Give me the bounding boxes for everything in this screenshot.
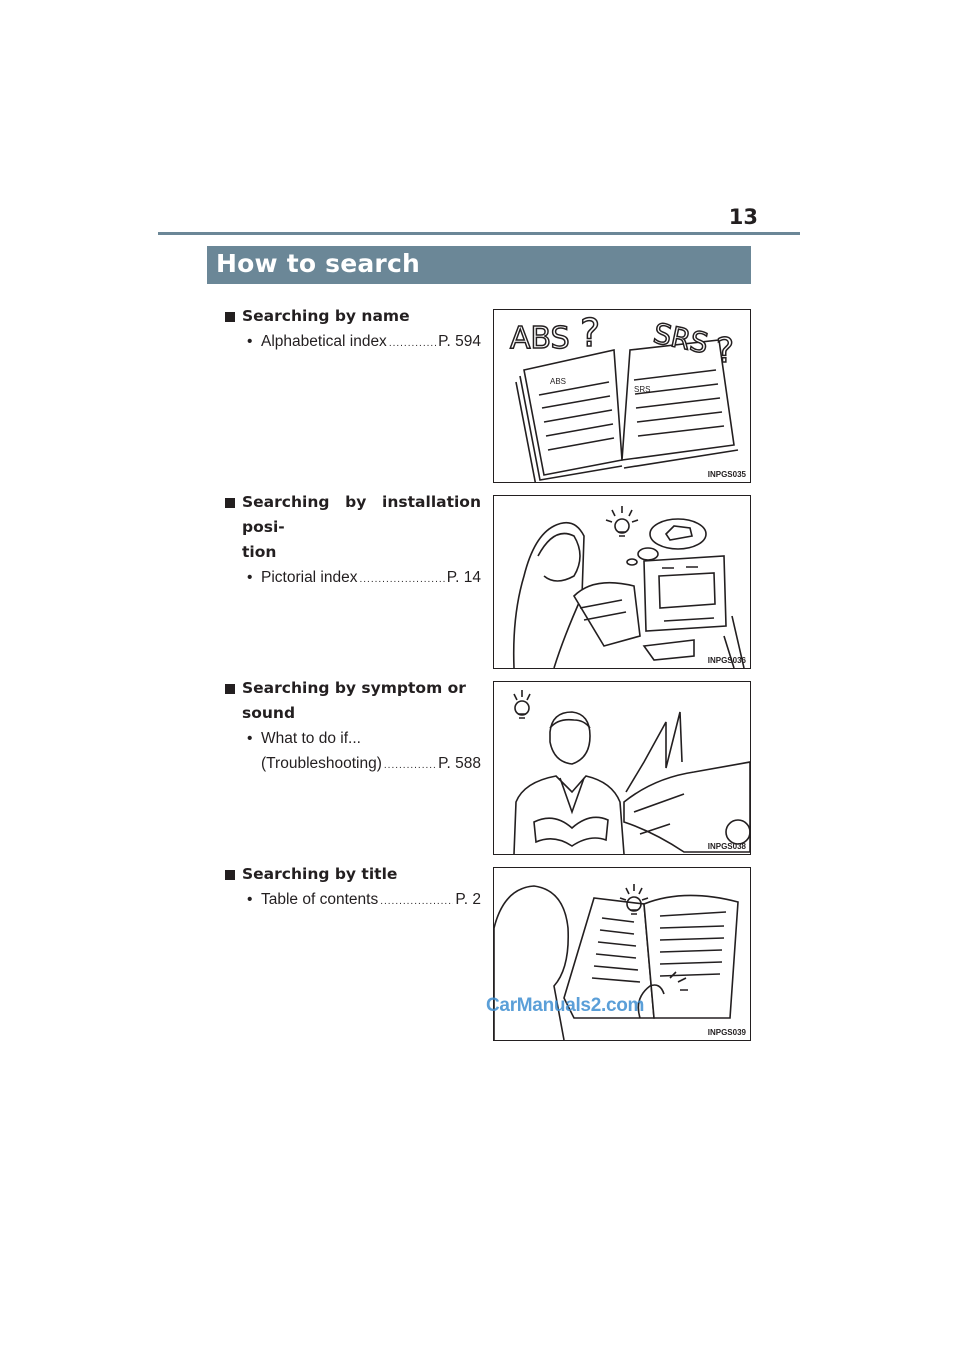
figure-label: ABS (510, 321, 570, 356)
leader-dots (389, 331, 436, 356)
man-car-illustration (494, 682, 750, 854)
dot-bullet-icon: • (247, 891, 253, 908)
figure-code: INPGS035 (707, 470, 746, 479)
figure-code: INPGS036 (707, 656, 746, 665)
section-heading: Searching by name (225, 304, 481, 329)
figure-man-with-car (493, 681, 751, 855)
section-title-bar (207, 246, 751, 284)
page-reference: P. 588 (438, 755, 481, 772)
reference-label: Table of contents (261, 891, 379, 908)
index-reference[interactable] (225, 565, 481, 592)
page-number: 13 (728, 205, 758, 229)
section-heading: Searching by title (225, 862, 481, 887)
dot-bullet-icon: • (247, 730, 253, 747)
square-bullet-icon (225, 312, 235, 322)
page-reference: P. 2 (455, 891, 481, 908)
dot-bullet-icon: • (247, 333, 253, 350)
figure-code: INPGS039 (707, 1028, 746, 1037)
figure-label: SRS (650, 316, 712, 361)
reference-label: (Troubleshooting) (261, 755, 382, 772)
driver-dashboard-illustration (494, 496, 750, 668)
page-reference: P. 14 (446, 569, 481, 586)
figure-label: ABS (550, 377, 567, 386)
figure-label: SRS (634, 385, 651, 394)
svg-text:?: ? (580, 311, 601, 355)
index-reference[interactable] (225, 887, 481, 914)
watermark: CarManuals2.com (486, 995, 645, 1016)
svg-text:?: ? (716, 331, 735, 371)
page-reference: P. 594 (438, 333, 481, 350)
reference-label: Alphabetical index (261, 333, 387, 350)
section-title: How to search (216, 249, 420, 278)
index-reference[interactable] (225, 751, 481, 778)
section-search-by-installation (225, 490, 481, 592)
leader-dots (384, 753, 436, 778)
section-search-by-symptom (225, 676, 481, 778)
square-bullet-icon (225, 498, 235, 508)
section-heading: Searching by installation posi- (225, 490, 481, 540)
leader-dots (360, 567, 445, 592)
header-rule (158, 232, 800, 235)
figure-code: INPGS038 (707, 842, 746, 851)
square-bullet-icon (225, 684, 235, 694)
open-book-illustration (494, 310, 750, 482)
section-search-by-name (225, 304, 481, 356)
figure-open-manual (493, 309, 751, 483)
section-search-by-title (225, 862, 481, 914)
dot-bullet-icon: • (247, 569, 253, 586)
index-reference-line1 (225, 726, 481, 751)
reference-label: What to do if... (261, 730, 361, 747)
leader-dots (380, 889, 453, 914)
section-heading: Searching by symptom or sound (225, 676, 481, 726)
section-heading-continued: tion (242, 543, 277, 561)
square-bullet-icon (225, 870, 235, 880)
reference-label: Pictorial index (261, 569, 358, 586)
index-reference[interactable] (225, 329, 481, 356)
figure-driver-dashboard (493, 495, 751, 669)
